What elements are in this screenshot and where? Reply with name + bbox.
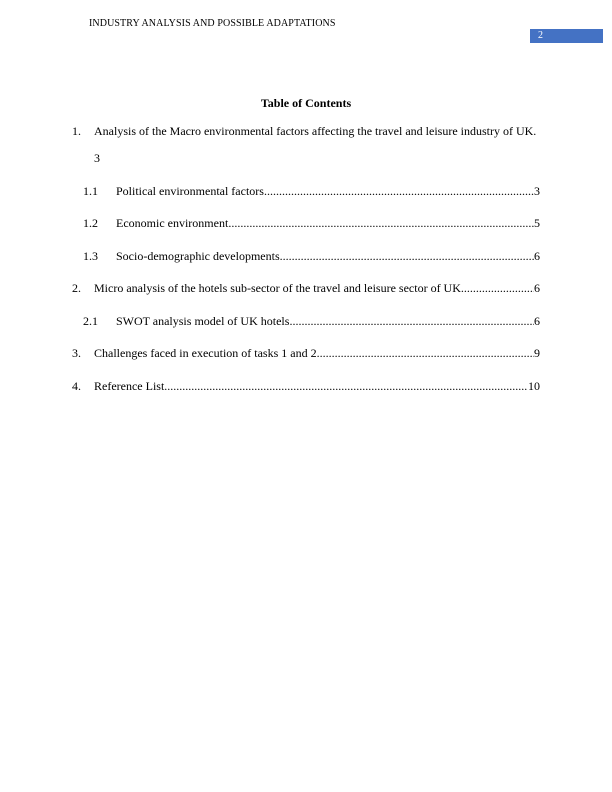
toc-entry-line	[116, 249, 540, 263]
toc-entry-text: Challenges faced in execution of tasks 1 and 2	[94, 346, 317, 360]
toc-dot-leader	[228, 216, 534, 230]
toc-entry-4[interactable]	[0, 379, 612, 393]
toc-entry-page: 3	[94, 151, 100, 165]
toc-entry-line	[116, 184, 540, 198]
toc-entry-text: SWOT analysis model of UK hotels	[116, 314, 290, 328]
toc-entry-page: 3	[534, 184, 540, 198]
toc-entry-1[interactable]	[0, 124, 612, 164]
toc-title: Table of Contents	[260, 96, 352, 110]
toc-entry-number: 2.1	[83, 314, 98, 328]
toc-entry-line	[116, 216, 540, 230]
toc-entry-number: 1.3	[83, 249, 98, 263]
toc-entry-2[interactable]	[0, 281, 612, 295]
toc-entry-1-3[interactable]	[0, 249, 612, 263]
toc-entry-number: 3.	[72, 346, 81, 360]
toc-dot-leader	[289, 314, 534, 328]
toc-entry-3[interactable]	[0, 346, 612, 360]
toc-dot-leader	[264, 184, 534, 198]
toc-entry-1-2[interactable]	[0, 216, 612, 230]
toc-entry-text: Political environmental factors	[116, 184, 264, 198]
toc-entry-number: 4.	[72, 379, 81, 393]
toc-entry-number: 1.2	[83, 216, 98, 230]
toc-dot-leader	[461, 281, 534, 295]
toc-entry-page: 6	[534, 249, 540, 263]
toc-entry-page: 5	[534, 216, 540, 230]
page-number-badge: 2	[530, 29, 603, 43]
toc-entry-number: 1.	[72, 124, 81, 138]
toc-dot-leader	[164, 379, 528, 393]
toc-entry-line	[94, 346, 540, 360]
toc-entry-page: 6	[534, 281, 540, 295]
toc-entry-text: Socio-demographic developments	[116, 249, 280, 263]
toc-dot-leader	[317, 346, 534, 360]
toc-entry-page: 10	[528, 379, 540, 393]
toc-entry-text: Economic environment	[116, 216, 229, 230]
toc-entry-text: Micro analysis of the hotels sub-sector of the travel and leisure sector of UK	[94, 281, 461, 295]
toc-entry-2-1[interactable]	[0, 314, 612, 328]
toc-entry-text: Analysis of the Macro environmental factors affecting the travel and leisure industry of UK.	[94, 124, 537, 138]
running-head: INDUSTRY ANALYSIS AND POSSIBLE ADAPTATIONS	[89, 18, 336, 29]
toc-entry-line	[116, 314, 540, 328]
toc-entry-line	[94, 281, 540, 295]
toc-dot-leader	[280, 249, 534, 263]
toc-entry-page: 6	[534, 314, 540, 328]
toc-entry-text: Reference List	[94, 379, 165, 393]
toc-entry-number: 1.1	[83, 184, 98, 198]
toc-entry-1-1[interactable]	[0, 184, 612, 198]
toc-entry-page: 9	[534, 346, 540, 360]
toc-entry-number: 2.	[72, 281, 81, 295]
toc-entry-line	[94, 379, 540, 393]
